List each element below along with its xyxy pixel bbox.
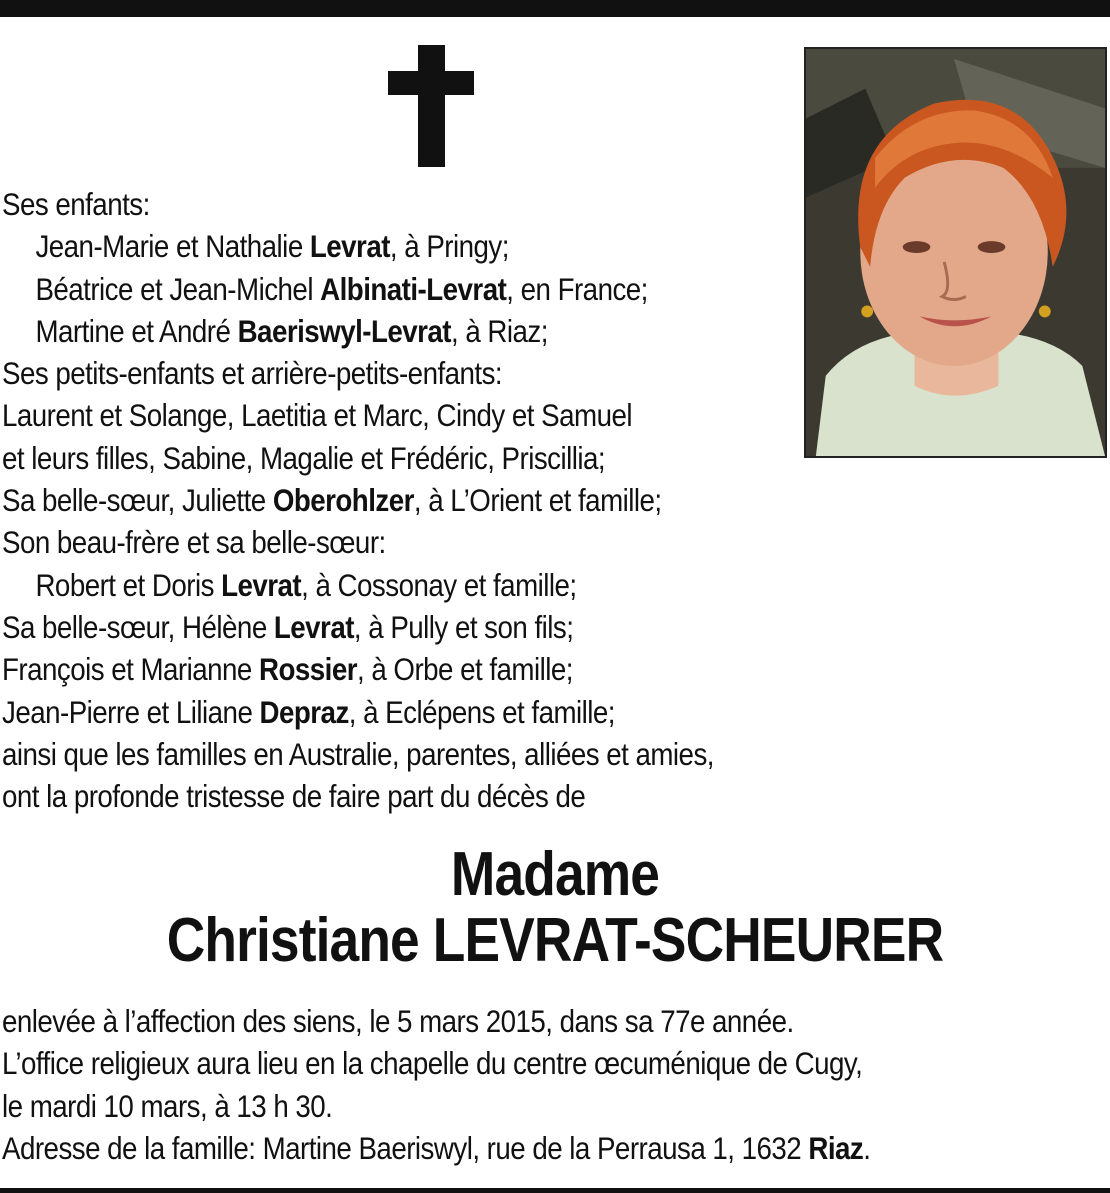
cross-vertical-bar [418, 45, 445, 167]
family-list [2, 183, 714, 817]
family-line [2, 394, 714, 436]
bottom-rule [0, 1188, 1110, 1193]
family-line [2, 183, 714, 225]
text-segment: , en France; [506, 270, 648, 307]
text-segment: François et Marianne [2, 651, 260, 688]
family-name-bold: Baeriswyl-Levrat [237, 312, 451, 349]
family-line [2, 437, 714, 479]
family-line [2, 352, 714, 394]
text-segment: Jean-Marie et Nathalie [35, 228, 310, 265]
text-segment: Béatrice et Jean-Michel [35, 270, 321, 307]
text-segment: , à Cossonay et famille; [301, 566, 577, 603]
family-line [2, 310, 714, 352]
latin-cross-icon [388, 45, 474, 167]
family-line [2, 691, 714, 733]
text-segment: et leurs filles, Sabine, Magalie et Frédéric, Priscillia; [2, 439, 606, 476]
details-line [2, 1085, 870, 1127]
deceased-title: Madame [450, 840, 660, 909]
cross-horizontal-bar [388, 71, 474, 95]
deceased-name: Christiane LEVRAT-SCHEURER [166, 906, 944, 975]
text-segment: , à L’Orient et famille; [413, 482, 662, 519]
text-segment: , à Orbe et famille; [356, 651, 573, 688]
text-segment: Sa belle-sœur, Juliette [2, 482, 273, 519]
family-name-bold: Riaz [808, 1129, 864, 1166]
family-name-bold: Levrat [309, 228, 390, 265]
deceased-name-block [0, 842, 1110, 974]
text-segment: . [863, 1129, 871, 1166]
family-line [2, 648, 714, 690]
family-line [2, 564, 714, 606]
text-segment: Son beau-frère et sa belle-sœur: [2, 524, 386, 561]
portrait-illustration [806, 49, 1105, 456]
text-segment: Jean-Pierre et Liliane [2, 693, 260, 730]
text-segment: , à Riaz; [450, 312, 548, 349]
text-segment: enlevée à l’affection des siens, le 5 mars 2015, dans sa 77e année. [2, 1003, 794, 1039]
details-line [2, 1127, 870, 1169]
text-segment: le mardi 10 mars, à 13 h 30. [2, 1087, 333, 1124]
family-name-bold: Oberohlzer [272, 482, 414, 519]
family-line [2, 521, 714, 563]
family-line [2, 268, 714, 310]
details-line [2, 1000, 870, 1042]
portrait-photo [804, 47, 1107, 458]
text-segment: Ses petits-enfants et arrière-petits-enfants: [2, 355, 503, 392]
top-rule [0, 0, 1110, 17]
family-name-bold: Albinati-Levrat [320, 270, 507, 307]
text-segment: , à Pully et son fils; [353, 608, 574, 645]
details-line [2, 1042, 870, 1084]
funeral-details [2, 1000, 870, 1169]
family-name-bold: Levrat [273, 608, 354, 645]
family-name-bold: Rossier [259, 651, 357, 688]
text-segment: ainsi que les familles en Australie, parentes, alliées et amies, [2, 735, 714, 772]
family-line [2, 775, 714, 817]
text-segment: Laurent et Solange, Laetitia et Marc, Cindy et Samuel [2, 397, 632, 434]
text-segment: Sa belle-sœur, Hélène [2, 608, 274, 645]
text-segment: Ses enfants: [2, 186, 150, 222]
text-segment: L’office religieux aura lieu en la chapelle du centre œcuménique de Cugy, [2, 1045, 863, 1082]
text-segment: , à Pringy; [389, 228, 509, 265]
family-line [2, 733, 714, 775]
text-segment: Martine et André [35, 312, 238, 349]
family-line [2, 606, 714, 648]
family-name-bold: Levrat [221, 566, 302, 603]
text-segment: ont la profonde tristesse de faire part du décès de [2, 778, 586, 815]
family-name-bold: Depraz [259, 693, 349, 730]
family-line [2, 225, 714, 267]
text-segment: Adresse de la famille: Martine Baeriswyl, rue de la Perrausa 1, 1632 [2, 1129, 809, 1166]
text-segment: Robert et Doris [35, 566, 222, 603]
family-line [2, 479, 714, 521]
text-segment: , à Eclépens et famille; [348, 693, 615, 730]
